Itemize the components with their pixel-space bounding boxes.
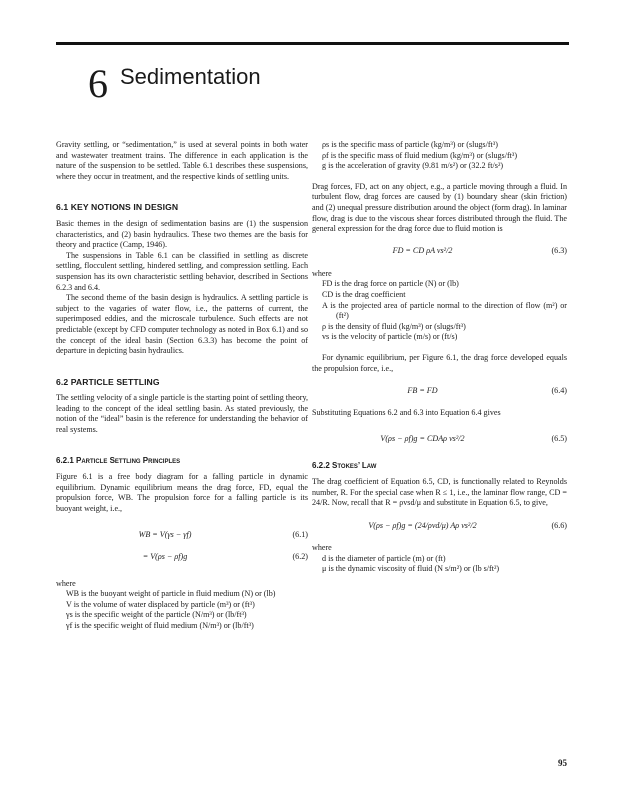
section-6-2-2-heading: 6.2.2 Stokes’ Law [312, 460, 377, 470]
paragraph: Basic themes in the design of sedimentation basins are (1) the suspension characteristics, and (2) basin hydraulics. These two themes are the basis for theory and practice (Camp, 1946). [56, 218, 308, 250]
paragraph: The second theme of the basin design is hydraulics. A settling particle is subject to the vagaries of water flow, i.e., the patterns of current, the superimposed eddies, and the microscale turbulence. Such effects are not predictable (except by CFD computer technology as noted in Box 6.1) and so the concept of the ideal basin (Section 6.3.3) has become the point of departure in depicting basin hydraulics. [56, 293, 308, 356]
header-rule [56, 42, 569, 45]
equation-6-2: = V(ρs − ρf)g (6.2) [142, 552, 308, 562]
paragraph: Figure 6.1 is a free body diagram for a falling particle in dynamic equilibrium. Dynamic equilibrium means the drag force, FD, equal the propulsion force, WB. The propulsion force for a falling particle is its buoyant weight, i.e., [56, 472, 308, 514]
equation-6-3: FD = CD ρA vs²/2 (6.3) [392, 246, 567, 256]
equation-6-1: WB = V(γs − γf) (6.1) [138, 530, 308, 540]
variable-def: g is the acceleration of gravity (9.81 m/s²) or (32.2 ft/s²) [322, 161, 504, 171]
paragraph: For dynamic equilibrium, per Figure 6.1, the drag force developed equals the propulsion force, i.e., [312, 352, 567, 373]
variable-def: d is the diameter of particle (m) or (ft) [322, 553, 446, 563]
paragraph: The suspensions in Table 6.1 can be classified in settling as discrete settling, flocculent settling, hindered settling, and compression settling. Each suspension has its own characteristic settling behavior, described in Sections 6.2.3 and 6.4. [56, 250, 308, 292]
left-column [56, 140, 308, 632]
equation-6-4: FB = FD (6.4) [407, 385, 567, 395]
right-column [312, 140, 567, 575]
chapter-number: 6 [88, 61, 108, 106]
variable-def: V is the volume of water displaced by particle (m³) or (ft³) [66, 599, 255, 609]
section-6-1-heading: 6.1 KEY NOTIONS IN DESIGN [56, 202, 179, 213]
intro-paragraph: Gravity settling, or “sedimentation,” is used at several points in both water and wastewater treatment trains. The difference in each application is the nature of the suspension to be settled. Table 6.1 describes these suspensions, where they occur in treatment, and the respective kinds of settling units. [56, 140, 308, 181]
variable-def: vs is the velocity of particle (m/s) or (ft/s) [322, 332, 458, 342]
variable-def: γf is the specific weight of fluid medium (N/m³) or (lb/ft³) [66, 621, 254, 630]
chapter-heading [88, 61, 261, 106]
variable-def: CD is the drag coefficient [322, 289, 406, 299]
paragraph: The settling velocity of a single particle is the starting point of settling theory, leading to the concept of the ideal settling basin. As stated previously, the notion of the “ideal” basin is the reference for understanding the behavior of real systems. [56, 393, 308, 435]
variable-def: FD is the drag force on particle (N) or (lb) [322, 279, 459, 289]
variable-def: γs is the specific weight of the particle (N/m³) or (lb/ft³) [66, 610, 247, 620]
equation-6-5: V(ρs − ρf)g = CDAρ vs²/2 (6.5) [380, 434, 567, 444]
page-number: 95 [558, 758, 567, 768]
where-label: where [56, 578, 76, 588]
paragraph: Drag forces, FD, act on any object, e.g., a particle moving through a fluid. In turbulent flow, drag forces are caused by (1) boundary shear (skin friction) and (2) unequal pressure distribution around the object (form drag). In laminar flow, drag is due to the viscous shear forces distributed through the fluid. The general expression for the drag force due to fluid motion is [312, 181, 567, 234]
variable-def: μ is the dynamic viscosity of fluid (N s/m²) or (lb s/ft²) [322, 564, 500, 574]
where-label: where [312, 268, 332, 278]
paragraph: Substituting Equations 6.2 and 6.3 into Equation 6.4 gives [312, 408, 501, 418]
chapter-title: Sedimentation [120, 64, 261, 89]
section-6-2-heading: 6.2 PARTICLE SETTLING [56, 376, 160, 387]
variable-def: ρ is the density of fluid (kg/m³) or (slugs/ft³) [322, 321, 466, 331]
variable-def: WB is the buoyant weight of particle in fluid medium (N) or (lb) [66, 589, 276, 599]
variable-def: ρf is the specific mass of fluid medium (kg/m³) or (slugs/ft³) [322, 150, 518, 160]
where-label: where [312, 543, 332, 553]
variable-def: ρs is the specific mass of particle (kg/m³) or (slugs/ft³) [322, 140, 498, 149]
variable-def: A is the projected area of particle normal to the direction of flow (m²) or (ft²) [322, 300, 567, 321]
paragraph: The drag coefficient of Equation 6.5, CD, is functionally related to Reynolds number, R. For the special case when R ≤ 1, i.e., the laminar flow range, CD = 24/R. Now, recall that R = ρvsd/μ and substitute in Equation 6.5, to give, [312, 477, 567, 508]
section-6-2-1-heading: 6.2.1 Particle Settling Principles [56, 455, 181, 465]
equation-6-6: V(ρs − ρf)g = (24/ρvd/μ) Aρ vs²/2 (6.6) [368, 520, 567, 530]
